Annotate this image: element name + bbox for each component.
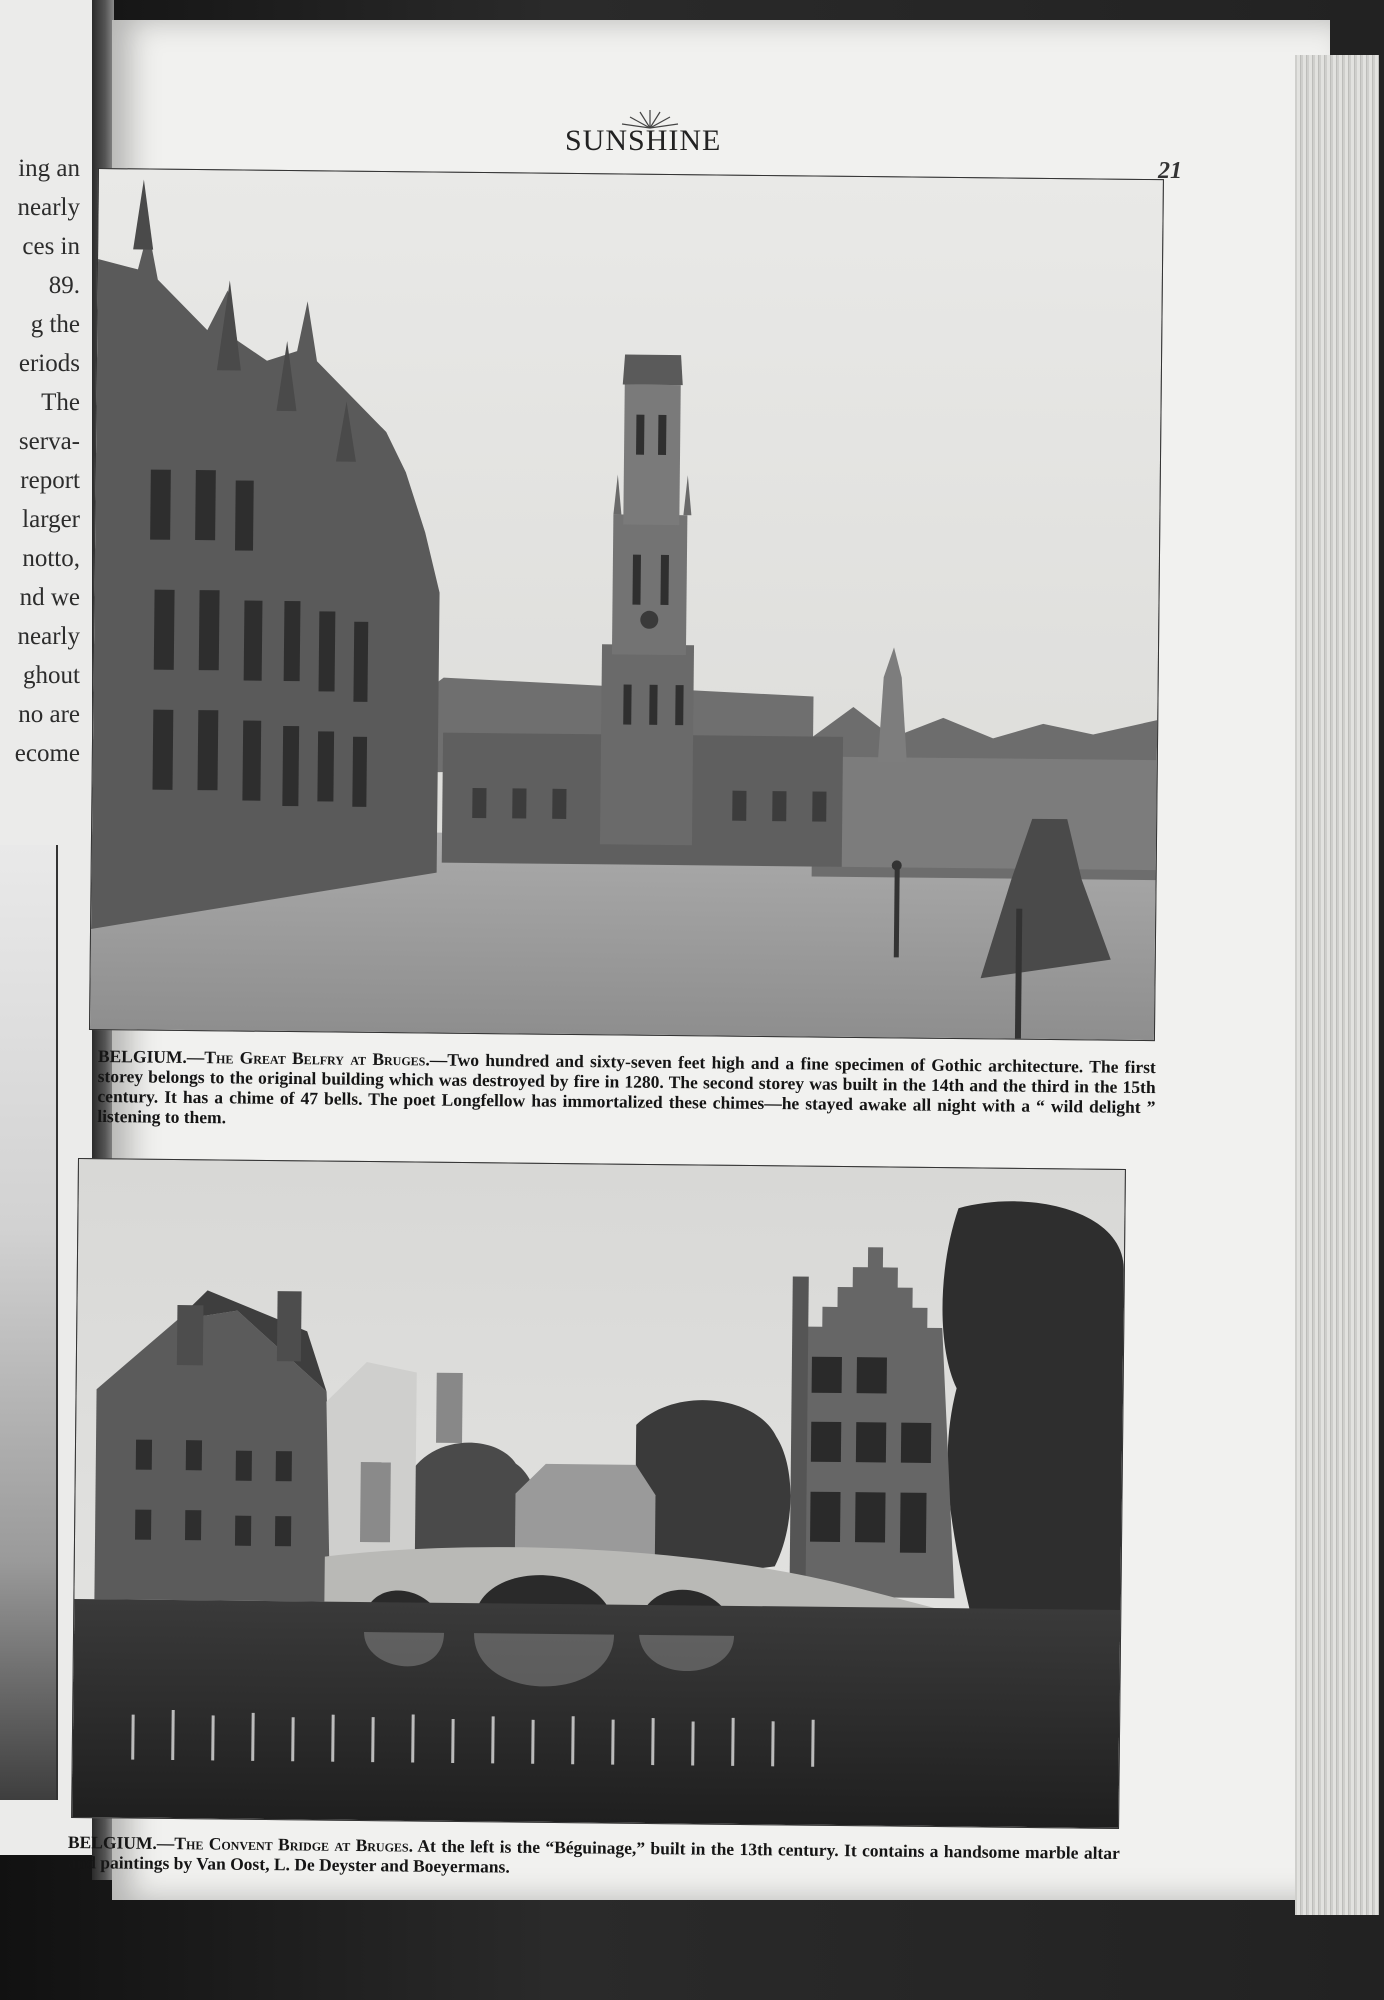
facing-page-photo <box>0 845 58 1800</box>
facing-page-line: eriods <box>18 350 80 377</box>
facing-page-line: The <box>41 389 80 416</box>
facing-page-line: notto, <box>22 545 80 572</box>
facing-page-line: serva- <box>18 428 80 455</box>
caption-body: Two hundred and sixty-seven feet high and a fine specimen of Gothic architecture. The first storey belongs to the original building which was destroyed by fire in 1280. The second storey was built in the 14th and the third in the 15th century. It has a chime of 47 bells. The poet Longfellow has immortalized these chimes—he stayed awake all night with a “ wild delight ” listening to them. <box>97 1049 1156 1128</box>
caption-lead: BELGIUM. <box>67 1832 157 1853</box>
facing-page-line: ing an <box>18 155 80 182</box>
facing-page-line: nd we <box>19 584 80 611</box>
facing-page-line: ghout <box>23 662 80 689</box>
facing-page-line: ces in <box>22 233 80 260</box>
caption-title: The Convent Bridge at Bruges. <box>174 1833 414 1856</box>
facing-page-line: nearly <box>17 194 80 221</box>
facing-page-line: ecome <box>14 740 80 767</box>
convent-bridge-photo <box>71 1158 1126 1829</box>
facing-page-line: larger <box>22 506 80 533</box>
facing-page-line: 89. <box>48 272 80 299</box>
caption-lead: BELGIUM. <box>97 1046 187 1067</box>
page-header-title: SUNSHINE <box>565 124 722 157</box>
caption-title: The Great Belfry at Bruges. <box>204 1047 430 1070</box>
facing-page-line: g the <box>30 311 80 338</box>
facing-page-line: report <box>20 467 80 494</box>
page-edges <box>1295 55 1379 1915</box>
caption-body: At the left is the “Béguinage,” built in the 13th century. It contains a handsome marble altar and paintings by Van Oost, L. De Deyster and Boeyermans. <box>67 1835 1120 1877</box>
page-number: 21 <box>1158 158 1182 184</box>
facing-page-line: nearly <box>17 623 80 650</box>
convent-bridge-caption: BELGIUM.—The Convent Bridge at Bruges. At the left is the “Béguinage,” built in the 13th century. It contains a handsome marble altar and paintings by Van Oost, L. De Deyster and Boeyermans. <box>67 1832 1120 1877</box>
facing-page-line: no are <box>18 701 80 728</box>
belfry-caption: BELGIUM.—The Great Belfry at Bruges.—Two hundred and sixty-seven feet high and a fine specimen of Gothic architecture. The first storey belongs to the original building which was destroyed by fire in 1280. The second storey was built in the 14th and the third in the 15th century. It has a chime of 47 bells. The poet Longfellow has immortalized these chimes—he stayed awake all night with a “ wild delight ” listening to them. <box>97 1046 1156 1128</box>
belfry-photo <box>89 168 1164 1041</box>
